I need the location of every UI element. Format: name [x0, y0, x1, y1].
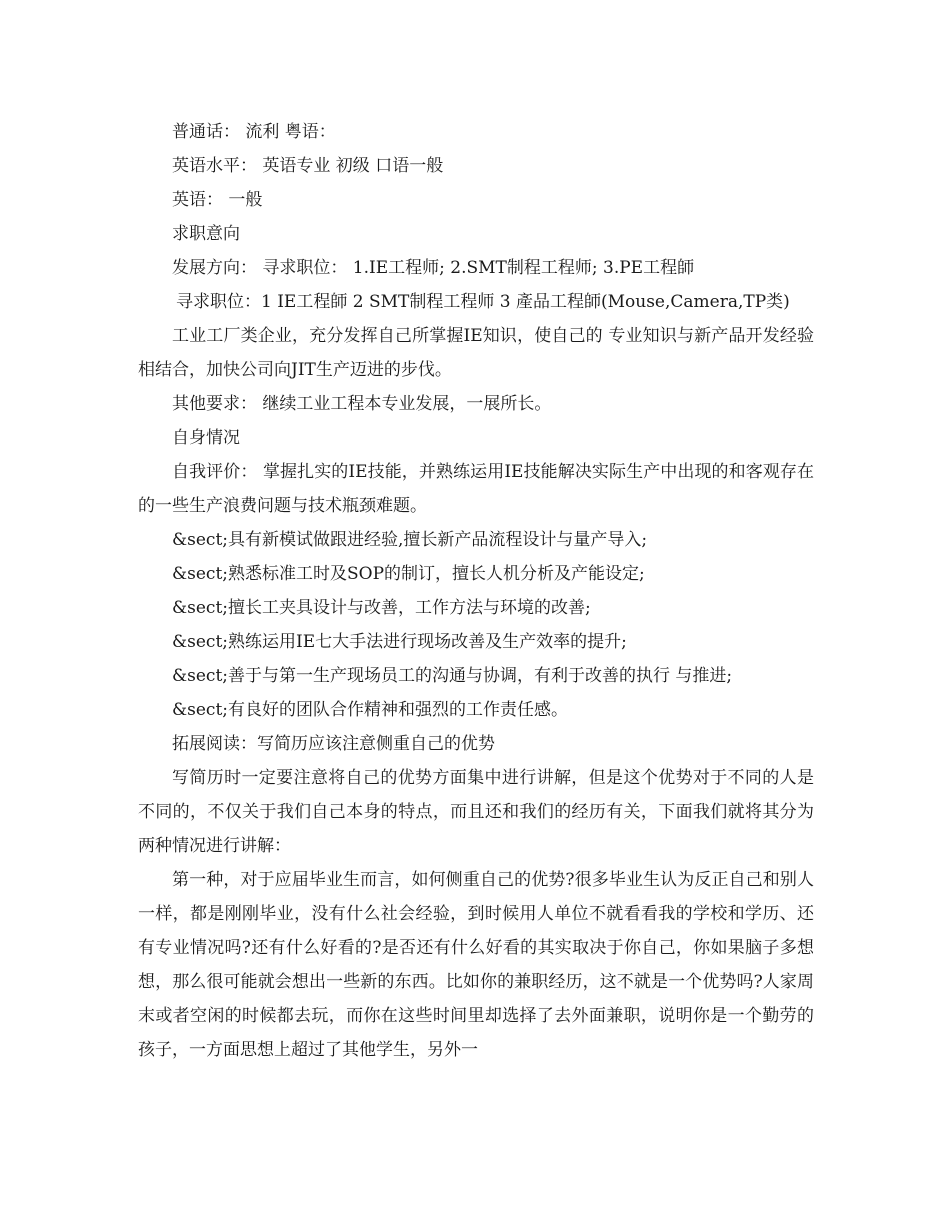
list-item-skill-3: &sect;擅长工夹具设计与改善，工作方法与环境的改善;	[172, 598, 591, 618]
list-item-skill-4: &sect;熟练运用IE七大手法进行现场改善及生产效率的提升;	[172, 632, 627, 652]
list-item-skill-6: &sect;有良好的团队合作精神和强烈的工作责任感。	[172, 700, 568, 720]
paragraph-development-direction: 发展方向： 寻求职位： 1.IE工程师; 2.SMT制程工程师; 3.PE工程師	[172, 258, 695, 278]
document-body	[138, 115, 814, 1067]
paragraph-other-requirements: 其他要求： 继续工业工程本专业发展，一展所长。	[172, 394, 552, 414]
paragraph-self-evaluation: 自我评价： 掌握扎实的IE技能，并熟练运用IE技能解决实际生产中出现的和客观存在的一些生产浪费问题与技术瓶颈难题。	[138, 462, 814, 516]
paragraph-job-intention-heading: 求职意向	[172, 224, 240, 244]
paragraph-english-level: 英语水平： 英语专业 初级 口语一般	[172, 156, 444, 176]
list-item-skill-2: &sect;熟悉标准工时及SOP的制订，擅长人机分析及产能设定;	[172, 564, 645, 584]
list-item-skill-1: &sect;具有新模试做跟进经验,擅长新产品流程设计与量产导入;	[172, 530, 648, 550]
paragraph-seeking-position: 寻求职位：1 IE工程師 2 SMT制程工程师 3 產品工程師(Mouse,Camera,TP类)	[176, 292, 790, 312]
paragraph-mandarin: 普通话： 流利 粤语：	[172, 122, 336, 142]
paragraph-resume-advantage-intro: 写简历时一定要注意将自己的优势方面集中进行讲解，但是这个优势对于不同的人是不同的，不仅关于我们自己本身的特点，而且还和我们的经历有关，下面我们就将其分为两种情况进行讲解：	[138, 768, 814, 856]
paragraph-first-case-graduates: 第一种，对于应届毕业生而言，如何侧重自己的优势?很多毕业生认为反正自己和别人一样，都是刚刚毕业，没有什么社会经验，到时候用人单位不就看看我的学校和学历、还有专业情况吗?还有什么好看的?是否还有什么好看的其实取决于你自己，你如果脑子多想想，那么很可能就会想出一些新的东西。比如你的兼职经历，这不就是一个优势吗?人家周末或者空闲的时候都去玩，而你在这些时间里却选择了去外面兼职，说明你是一个勤劳的孩子，一方面思想上超过了其他学生，另外一	[138, 870, 814, 1060]
paragraph-self-situation-heading: 自身情况	[172, 428, 240, 448]
paragraph-extended-reading-heading: 拓展阅读：写简历应该注意侧重自己的优势	[172, 734, 495, 754]
paragraph-english: 英语： 一般	[172, 190, 263, 210]
paragraph-industry: 工业工厂类企业，充分发挥自己所掌握IE知识，使自己的 专业知识与新产品开发经验相结合，加快公司向JIT生产迈进的步伐。	[138, 326, 814, 380]
list-item-skill-5: &sect;善于与第一生产现场员工的沟通与协调，有利于改善的执行 与推进;	[172, 666, 733, 686]
